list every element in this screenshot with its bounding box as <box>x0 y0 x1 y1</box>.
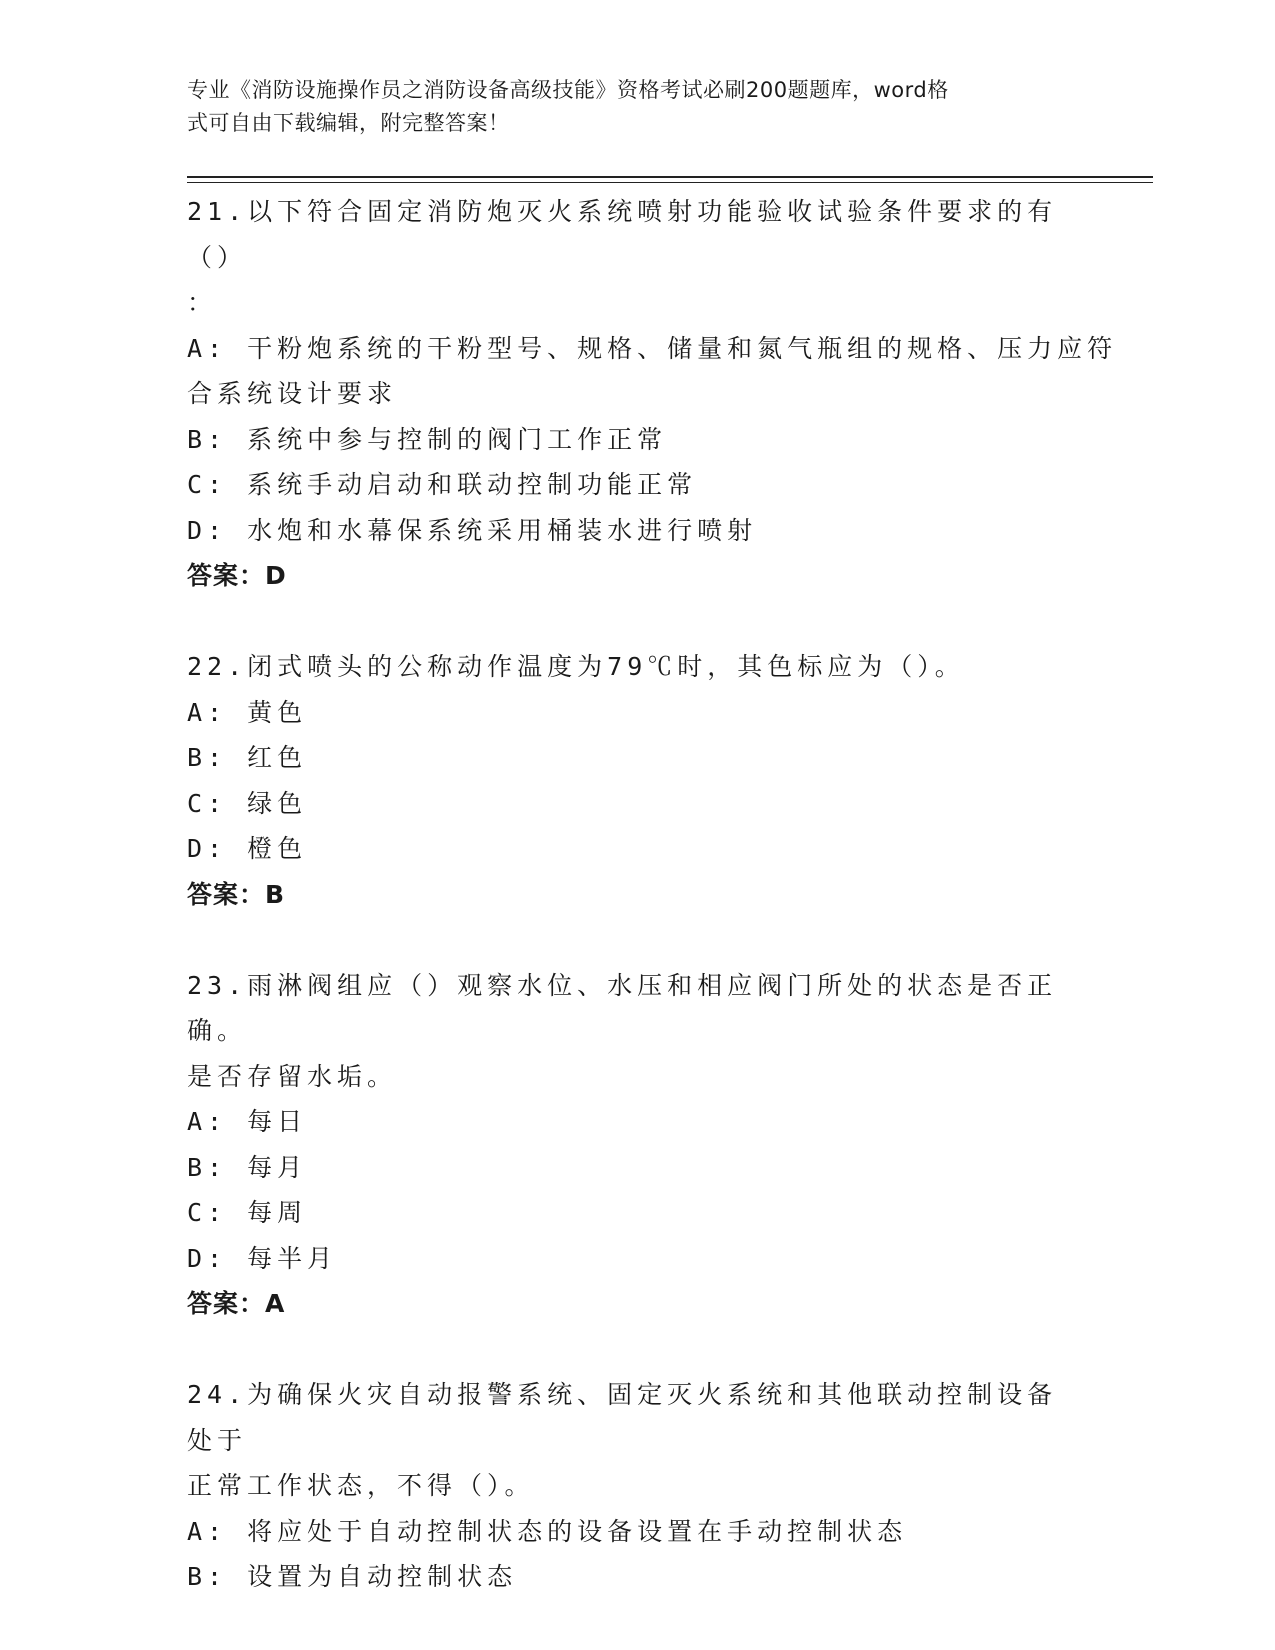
option-a <box>187 326 1118 417</box>
question-23 <box>187 963 1087 1327</box>
question-stem-line-2: 是否存留水垢。 <box>187 1061 398 1091</box>
question-stem-line-1: 22.闭式喷头的公称动作温度为79℃时，其色标应为（）。 <box>187 652 965 681</box>
question-21 <box>187 189 1118 599</box>
option-a-line-2: 合系统设计要求 <box>187 379 398 408</box>
question-stem-line-1: 24.为确保火灾自动报警系统、固定灭火系统和其他联动控制设备处于 <box>187 1380 1058 1455</box>
option-b: B: 每月 <box>187 1152 308 1182</box>
option-d: D: 每半月 <box>187 1243 338 1273</box>
question-list <box>187 189 1118 1645</box>
option-a: A: 每日 <box>187 1107 308 1136</box>
option-a: A: 将应处于自动控制状态的设备设置在手动控制状态 <box>187 1516 908 1546</box>
document-header <box>187 74 1077 140</box>
option-a-line-1: A: 干粉炮系统的干粉型号、规格、储量和氮气瓶组的规格、压力应符 <box>187 333 1118 363</box>
option-b: B: 系统中参与控制的阀门工作正常 <box>187 424 668 454</box>
answer-label: 答案：A <box>187 1289 286 1318</box>
question-24 <box>187 1372 1087 1600</box>
option-c: C: 每周 <box>187 1198 308 1227</box>
question-stem-line-1: 21.以下符合固定消防炮灭火系统喷射功能验收试验条件要求的有（） <box>187 197 1058 272</box>
option-d: D: 水炮和水幕保系统采用桶装水进行喷射 <box>187 515 758 545</box>
option-d: D: 橙色 <box>187 834 308 863</box>
header-line-2: 式可自由下载编辑，附完整答案！ <box>187 111 510 135</box>
option-c: C: 绿色 <box>187 788 308 818</box>
answer-label: 答案：B <box>187 879 286 909</box>
answer-label: 答案：D <box>187 561 287 590</box>
header-line-1: 专业《消防设施操作员之消防设备高级技能》资格考试必刷200题题库，word格 <box>187 78 949 102</box>
option-c: C: 系统手动启动和联动控制功能正常 <box>187 470 698 499</box>
question-stem-line-2: ： <box>187 288 218 317</box>
option-b: B: 红色 <box>187 743 308 772</box>
header-divider-thick <box>187 176 1153 178</box>
option-b: B: 设置为自动控制状态 <box>187 1562 518 1591</box>
option-a: A: 黄色 <box>187 697 308 727</box>
question-22 <box>187 644 1087 917</box>
question-stem-line-1: 23.雨淋阀组应（）观察水位、水压和相应阀门所处的状态是否正确。 <box>187 970 1058 1045</box>
header-divider-thin <box>187 182 1153 183</box>
question-stem-line-2: 正常工作状态，不得（）。 <box>187 1471 535 1500</box>
